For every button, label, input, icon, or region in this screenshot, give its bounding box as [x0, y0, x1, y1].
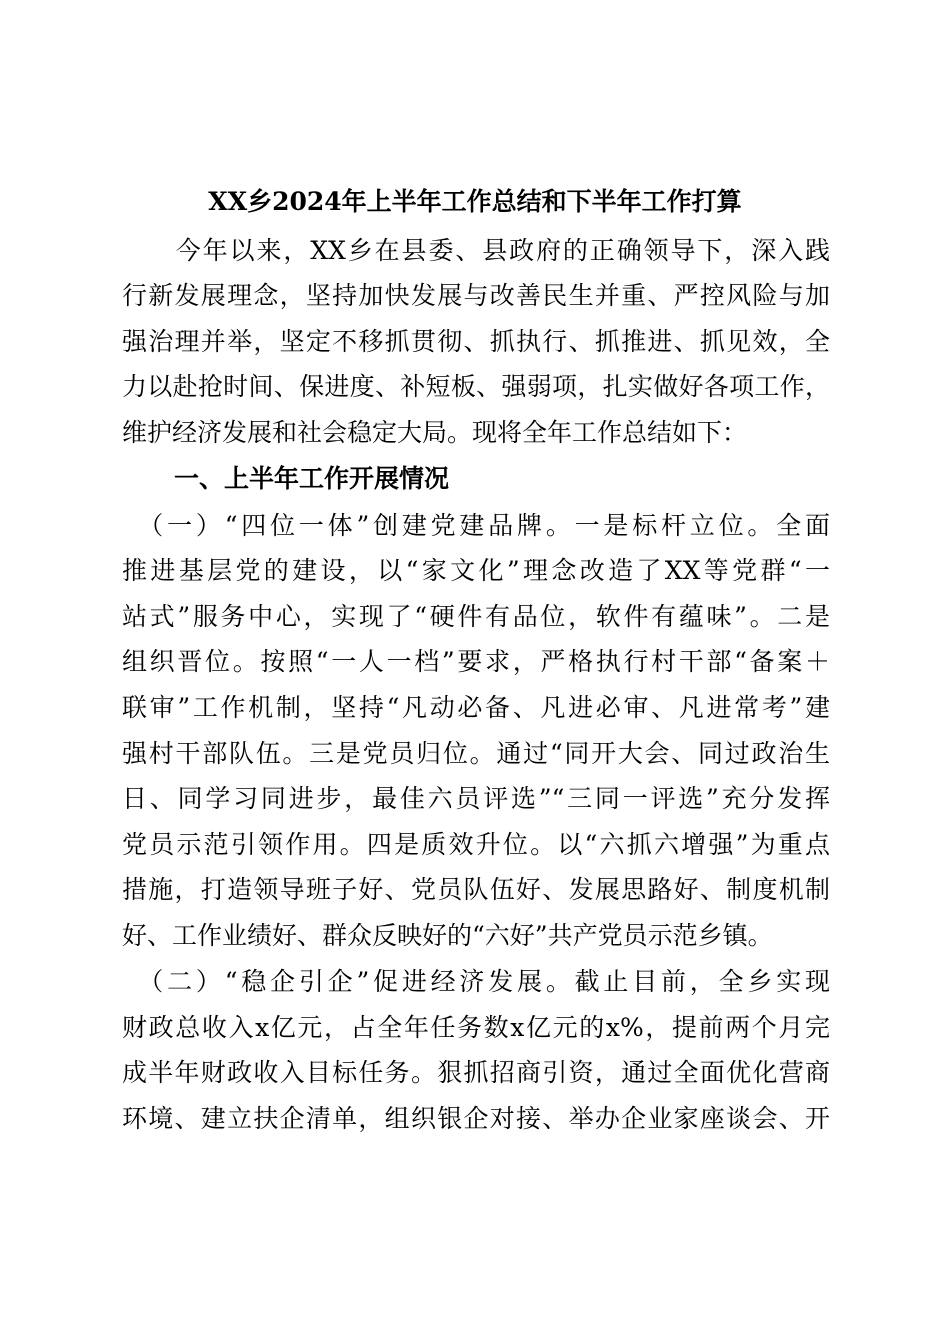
- document-title: XX乡2024年上半年工作总结和下半年工作打算: [208, 187, 742, 216]
- sub2-line-4: 环境、建立扶企清单，组织银企对接、举办企业家座谈会、开: [122, 1104, 830, 1133]
- sub1-line-7: 日、同学习同进步，最佳六员评选”“三同一评选”充分发挥: [122, 784, 830, 813]
- intro-line-1: 今年以来，XX乡在县委、县政府的正确领导下，深入践: [122, 236, 830, 265]
- sub1-line-2: 推进基层党的建设，以“家文化”理念改造了XX等党群“一: [122, 556, 830, 585]
- sub2-line-3: 成半年财政收入目标任务。狠抓招商引资，通过全面优化营商: [122, 1058, 830, 1087]
- sub1-line-5: 联审”工作机制，坚持“凡动必备、凡进必审、凡进常考”建: [122, 693, 830, 722]
- intro-line-4: 力以赴抢时间、保进度、补短板、强弱项，扎实做好各项工作，: [122, 372, 830, 401]
- sub1-line-6: 强村干部队伍。三是党员归位。通过“同开大会、同过政治生: [122, 739, 830, 768]
- section-1-heading: 一、上半年工作开展情况: [174, 464, 450, 493]
- sub2-line-2: 财政总收入x亿元，占全年任务数x亿元的x%，提前两个月完: [122, 1013, 830, 1042]
- sub1-line-3: 站式”服务中心，实现了“硬件有品位，软件有蕴味”。二是: [122, 602, 830, 631]
- intro-line-5: 维护经济发展和社会稳定大局。现将全年工作总结如下：: [122, 418, 748, 447]
- sub1-line-4: 组织晋位。按照“一人一档”要求，严格执行村干部“备案＋: [122, 647, 830, 676]
- intro-line-3: 强治理并举，坚定不移抓贯彻、抓执行、抓推进、抓见效，全: [122, 327, 830, 356]
- sub1-line-9: 措施，打造领导班子好、党员队伍好、发展思路好、制度机制: [122, 875, 830, 904]
- sub1-line-1: （一）“四位一体”创建党建品牌。一是标杆立位。全面: [122, 511, 830, 540]
- intro-line-2: 行新发展理念，坚持加快发展与改善民生并重、严控风险与加: [122, 281, 830, 310]
- sub1-line-8: 党员示范引领作用。四是质效升位。以“六抓六增强”为重点: [122, 830, 830, 859]
- sub1-line-10: 好、工作业绩好、群众反映好的“六好”共产党员示范乡镇。: [122, 921, 773, 950]
- sub2-line-1: （二）“稳企引企”促进经济发展。截止目前，全乡实现: [122, 967, 830, 996]
